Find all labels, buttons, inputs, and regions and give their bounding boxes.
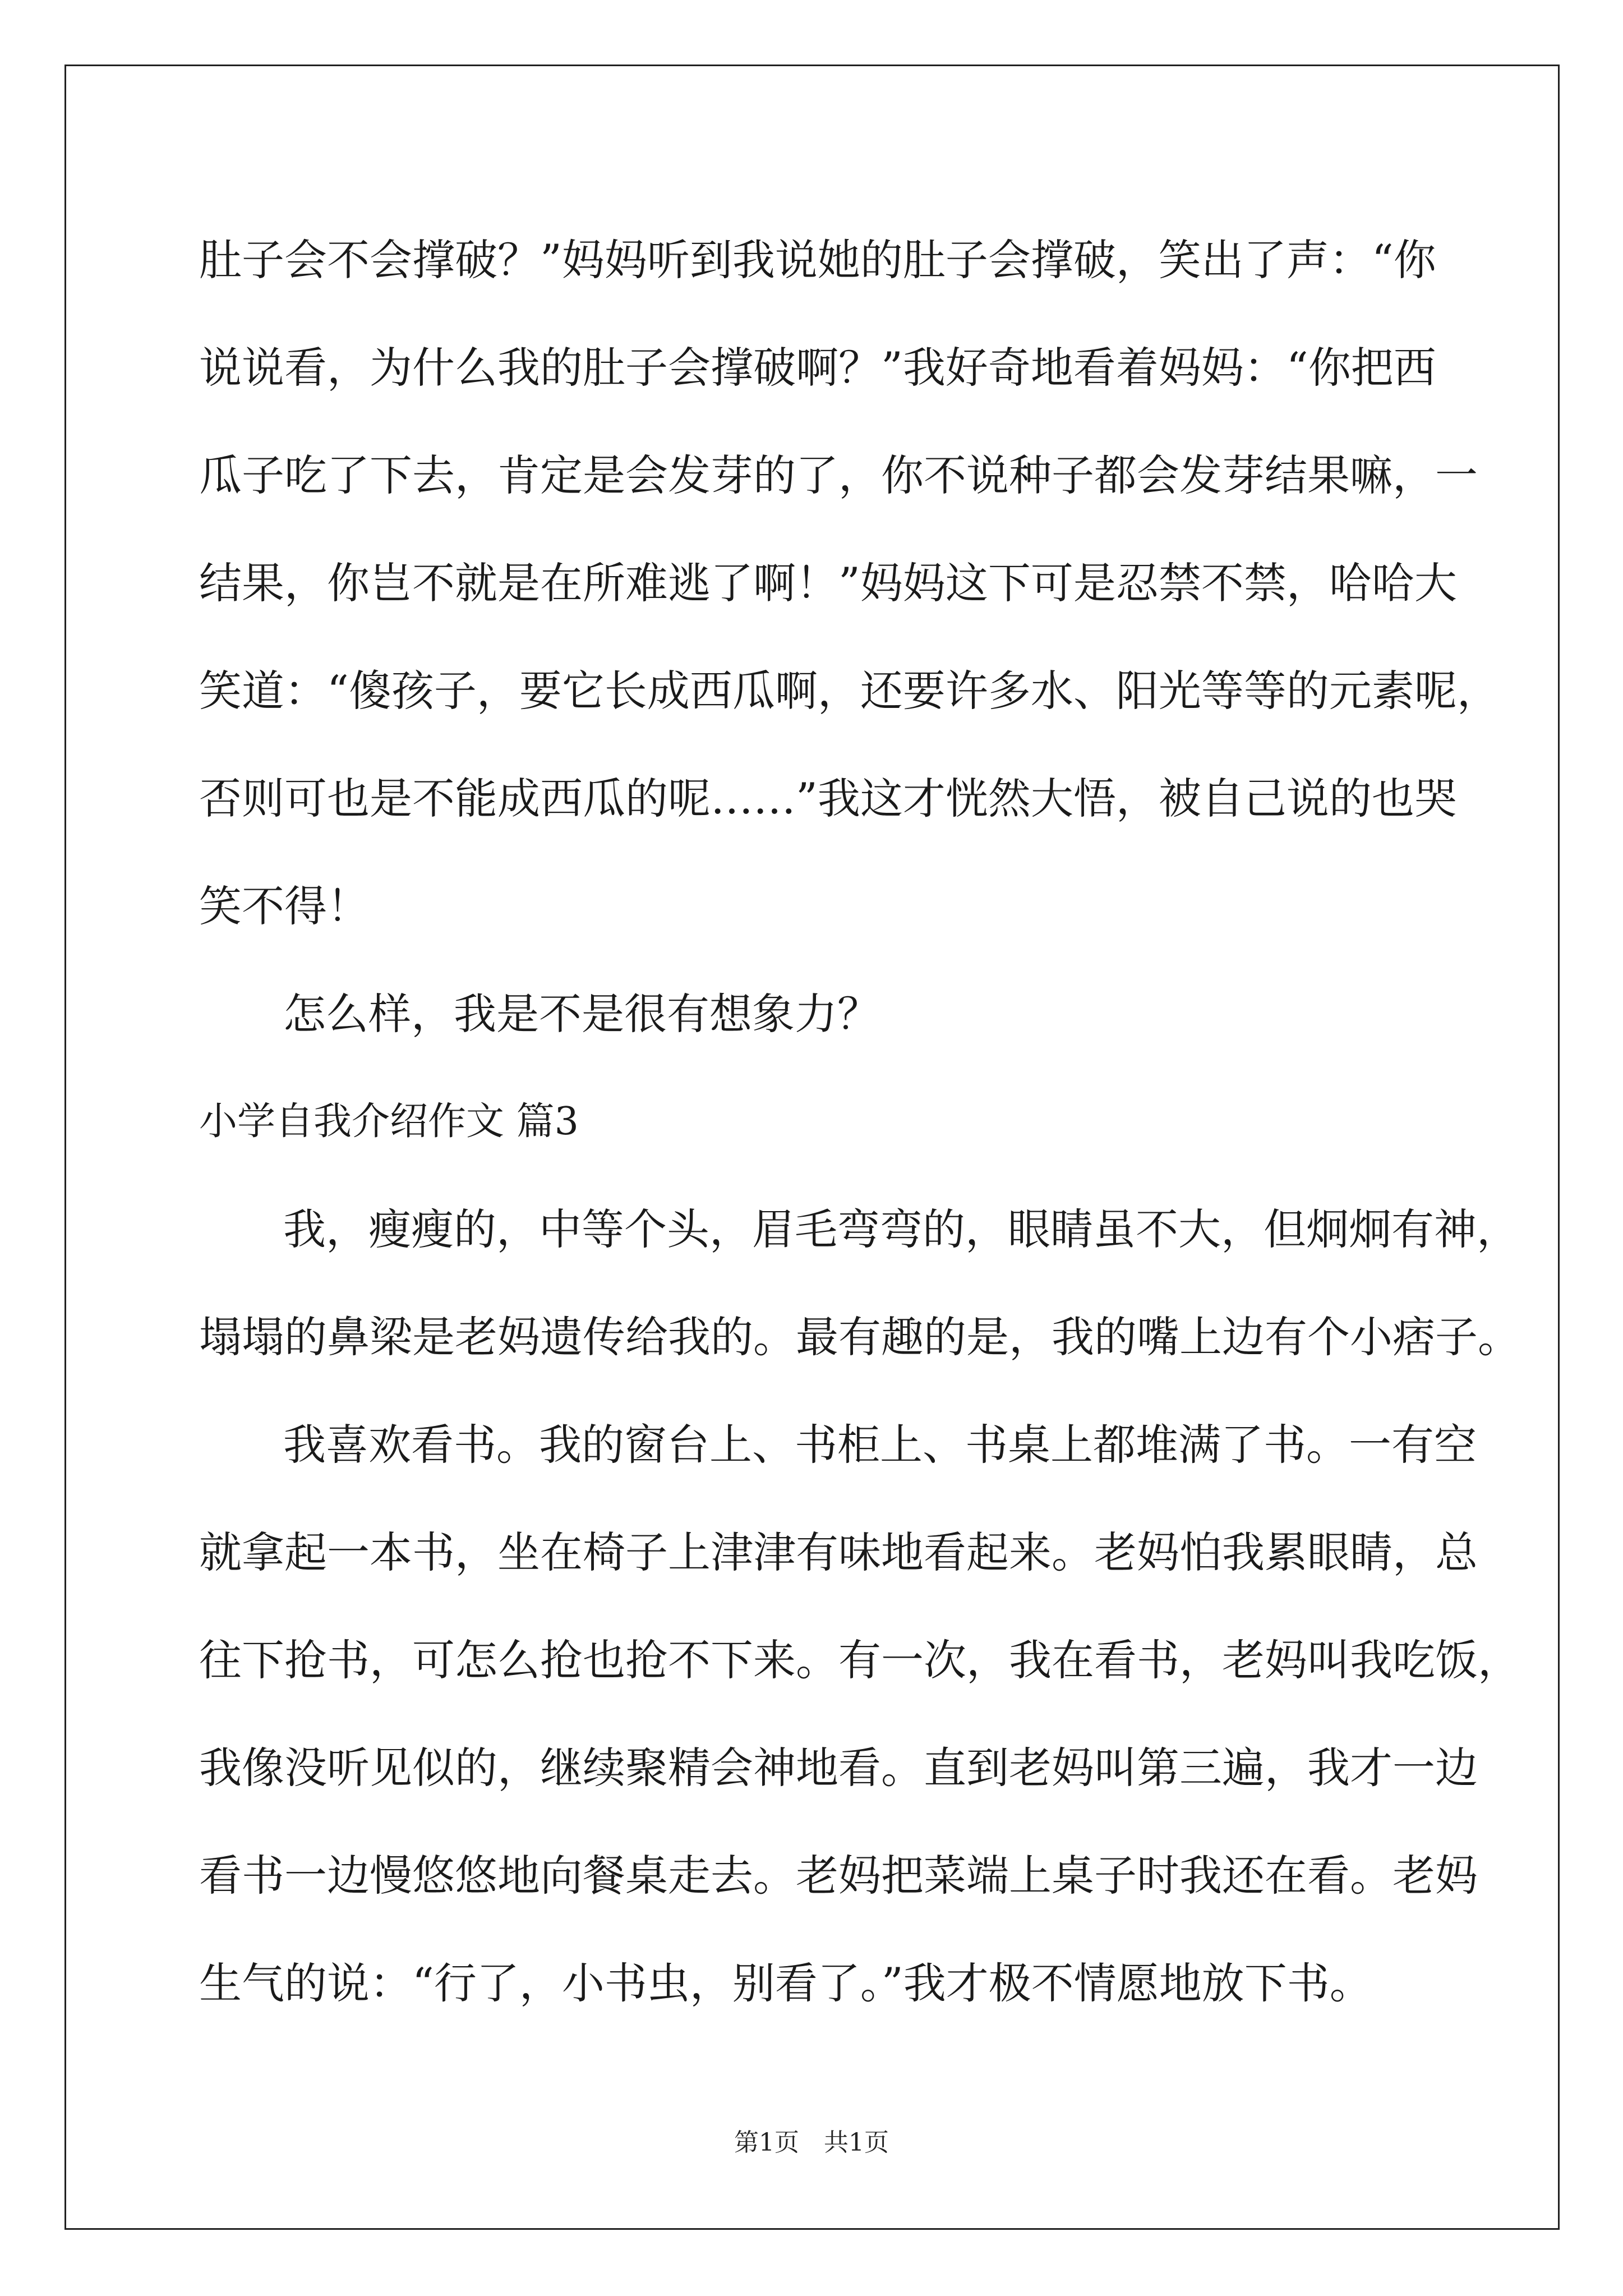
text-line: 看书一边慢悠悠地向餐桌走去。老妈把菜端上桌子时我还在看。老妈 [199, 1851, 1478, 1901]
text-line: 怎么样，我是不是很有想象力？ [283, 989, 880, 1039]
text-line: 往下抢书，可怎么抢也抢不下来。有一次，我在看书，老妈叫我吃饭， [199, 1635, 1520, 1685]
page-footer: 第1页 共1页 [734, 2128, 889, 2157]
text-line: 说说看，为什么我的肚子会撑破啊？”我好奇地看着妈妈：“你把西 [199, 343, 1436, 393]
text-line: 肚子会不会撑破？”妈妈听到我说她的肚子会撑破，笑出了声：“你 [199, 235, 1436, 285]
text-line: 我喜欢看书。我的窗台上、书柜上、书桌上都堆满了书。一有空 [283, 1420, 1477, 1470]
text-line: 否则可也是不能成西瓜的呢……”我这才恍然大悟，被自己说的也哭 [199, 774, 1457, 823]
text-line: 塌塌的鼻梁是老妈遗传给我的。最有趣的是，我的嘴上边有个小痞子。 [199, 1312, 1520, 1362]
text-line: 生气的说：“行了，小书虫，别看了。”我才极不情愿地放下书。 [199, 1958, 1372, 2008]
document-body [199, 206, 1520, 2037]
text-line: 就拿起一本书，坐在椅子上津津有味地看起来。老妈怕我累眼睛，总 [199, 1527, 1478, 1577]
section-heading: 小学自我介绍作文 篇3 [199, 1099, 579, 1144]
text-line: 笑不得！ [199, 881, 370, 931]
text-line: 瓜子吃了下去，肯定是会发芽的了，你不说种子都会发芽结果嘛，一 [199, 450, 1478, 500]
text-line: 笑道：“傻孩子，要它长成西瓜啊，还要许多水、阳光等等的元素呢， [199, 666, 1500, 716]
text-line: 我像没听见似的，继续聚精会神地看。直到老妈叫第三遍，我才一边 [199, 1743, 1478, 1793]
text-line: 结果，你岂不就是在所难逃了啊！”妈妈这下可是忍禁不禁，哈哈大 [199, 558, 1457, 608]
text-line: 我，瘦瘦的，中等个头，眉毛弯弯的，眼睛虽不大，但炯炯有神， [283, 1204, 1519, 1254]
